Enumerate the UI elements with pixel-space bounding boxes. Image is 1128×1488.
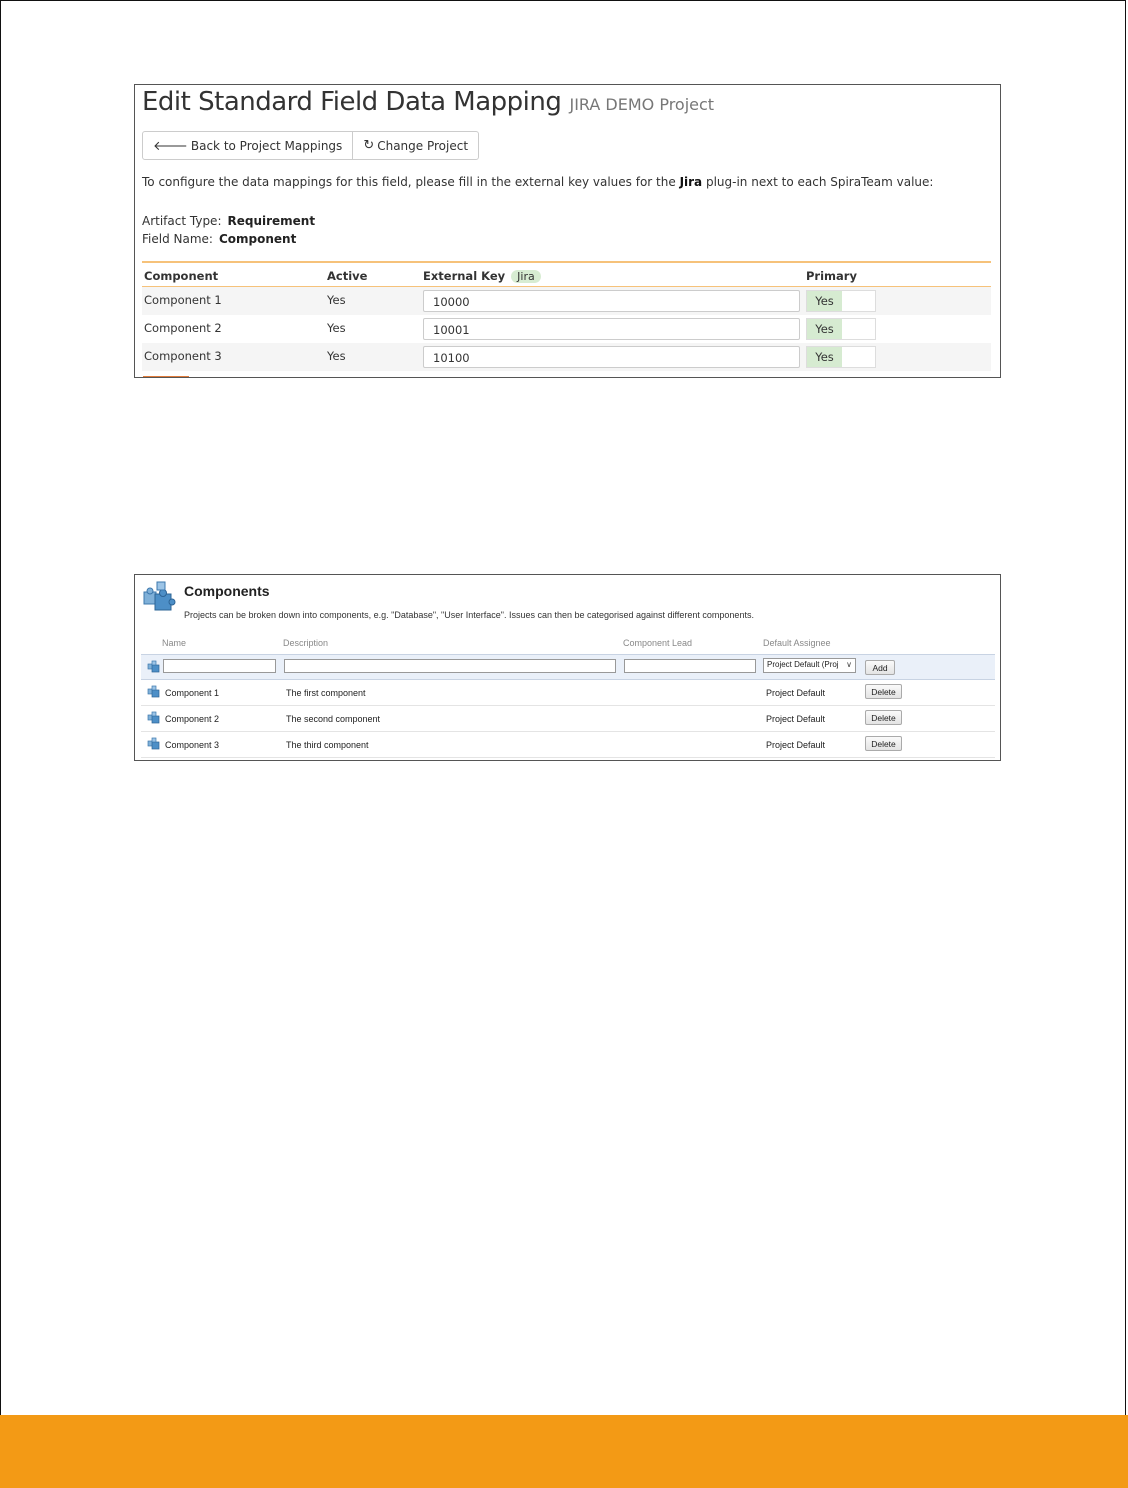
back-to-project-mappings-button[interactable]: [143, 132, 352, 159]
component-description: The first component: [286, 688, 366, 698]
components-title: Components: [184, 583, 270, 599]
field-name: [142, 232, 296, 246]
table-row: [142, 343, 991, 371]
table-row: [141, 679, 995, 706]
default-assignee-select-value: Project Default (Proj: [767, 660, 839, 669]
field-name-value: Component: [218, 232, 297, 246]
delete-button[interactable]: Delete: [865, 710, 902, 725]
components-description: Projects can be broken down into components, e.g. "Database", "User Interface". Issues can then be categorised against different components.: [184, 610, 754, 620]
mapping-table-body: [142, 287, 991, 371]
table-row: [141, 731, 995, 758]
instructions-suffix: plug-in next to each SpiraTeam value:: [702, 175, 934, 189]
add-button[interactable]: Add: [865, 660, 895, 675]
change-project-button[interactable]: [352, 132, 478, 159]
primary-toggle-label: Yes: [807, 347, 842, 367]
component-name: Component 1: [144, 293, 222, 307]
field-name-label: Field Name:: [142, 232, 213, 246]
primary-toggle[interactable]: [806, 346, 876, 368]
chevron-down-icon: ∨: [846, 660, 852, 669]
external-key-input[interactable]: 10001: [423, 318, 800, 340]
artifact-type: [142, 214, 315, 228]
column-header-description: Description: [283, 638, 329, 648]
puzzle-piece-icon: [147, 711, 160, 724]
primary-toggle[interactable]: [806, 290, 876, 312]
new-component-description-input[interactable]: [284, 659, 616, 673]
component-name: Component 2: [144, 321, 222, 335]
project-name: JIRA DEMO Project: [569, 95, 715, 114]
column-header-component-lead: Component Lead: [623, 638, 693, 648]
table-row: [141, 705, 995, 732]
component-name-link[interactable]: Component 1: [165, 688, 220, 698]
puzzle-piece-icon: [142, 580, 176, 614]
table-row: [142, 287, 991, 315]
component-default-assignee: Project Default: [766, 688, 826, 698]
component-description: The second component: [286, 714, 381, 724]
back-button-label: Back to Project Mappings: [190, 138, 343, 153]
component-name: Component 3: [144, 349, 222, 363]
components-panel: [134, 574, 1001, 761]
arrow-left-icon: 🡐: [153, 138, 188, 154]
component-name-link[interactable]: Component 2: [165, 714, 220, 724]
table-row: [142, 315, 991, 343]
puzzle-piece-icon: [147, 660, 160, 673]
mapping-table: [142, 261, 991, 371]
column-header-active: Active: [327, 269, 368, 283]
refresh-icon: ↻: [363, 138, 375, 153]
delete-button[interactable]: Delete: [865, 736, 902, 751]
page-title-text: Edit Standard Field Data Mapping: [142, 87, 562, 117]
jira-badge: Jira: [511, 270, 541, 283]
change-project-label: Change Project: [377, 138, 469, 153]
external-key-label: External Key: [423, 269, 506, 283]
external-key-input[interactable]: 10100: [423, 346, 800, 368]
column-header-default-assignee: Default Assignee: [763, 638, 831, 648]
column-header-external-key: [423, 269, 541, 283]
instructions-plugin: Jira: [679, 175, 703, 189]
column-header-primary: Primary: [806, 269, 857, 283]
instructions-prefix: To configure the data mappings for this field, please fill in the external key values for the: [142, 175, 680, 189]
primary-toggle[interactable]: [806, 318, 876, 340]
delete-button[interactable]: Delete: [865, 684, 902, 699]
add-component-row: [141, 654, 995, 680]
primary-toggle-label: Yes: [807, 291, 842, 311]
puzzle-piece-icon: [147, 685, 160, 698]
save-button-edge[interactable]: [143, 376, 189, 378]
artifact-type-label: Artifact Type:: [142, 214, 222, 228]
mapping-table-header: [142, 261, 991, 287]
new-component-name-input[interactable]: [163, 659, 276, 673]
column-header-component: Component: [144, 269, 219, 283]
active-value: Yes: [327, 349, 346, 363]
component-default-assignee: Project Default: [766, 714, 826, 724]
footer-bar: [0, 1415, 1128, 1488]
field-mapping-panel: [134, 84, 1001, 378]
primary-toggle-label: Yes: [807, 319, 842, 339]
new-component-lead-input[interactable]: [624, 659, 756, 673]
page-title: [142, 87, 714, 117]
default-assignee-select[interactable]: [763, 658, 856, 673]
component-default-assignee: Project Default: [766, 740, 826, 750]
instructions-text: [142, 175, 933, 189]
component-name-link[interactable]: Component 3: [165, 740, 220, 750]
artifact-type-value: Requirement: [227, 214, 316, 228]
component-description: The third component: [286, 740, 369, 750]
column-header-name: Name: [162, 638, 187, 648]
toolbar-button-group: [142, 131, 479, 160]
active-value: Yes: [327, 293, 346, 307]
external-key-input[interactable]: 10000: [423, 290, 800, 312]
puzzle-piece-icon: [147, 737, 160, 750]
active-value: Yes: [327, 321, 346, 335]
